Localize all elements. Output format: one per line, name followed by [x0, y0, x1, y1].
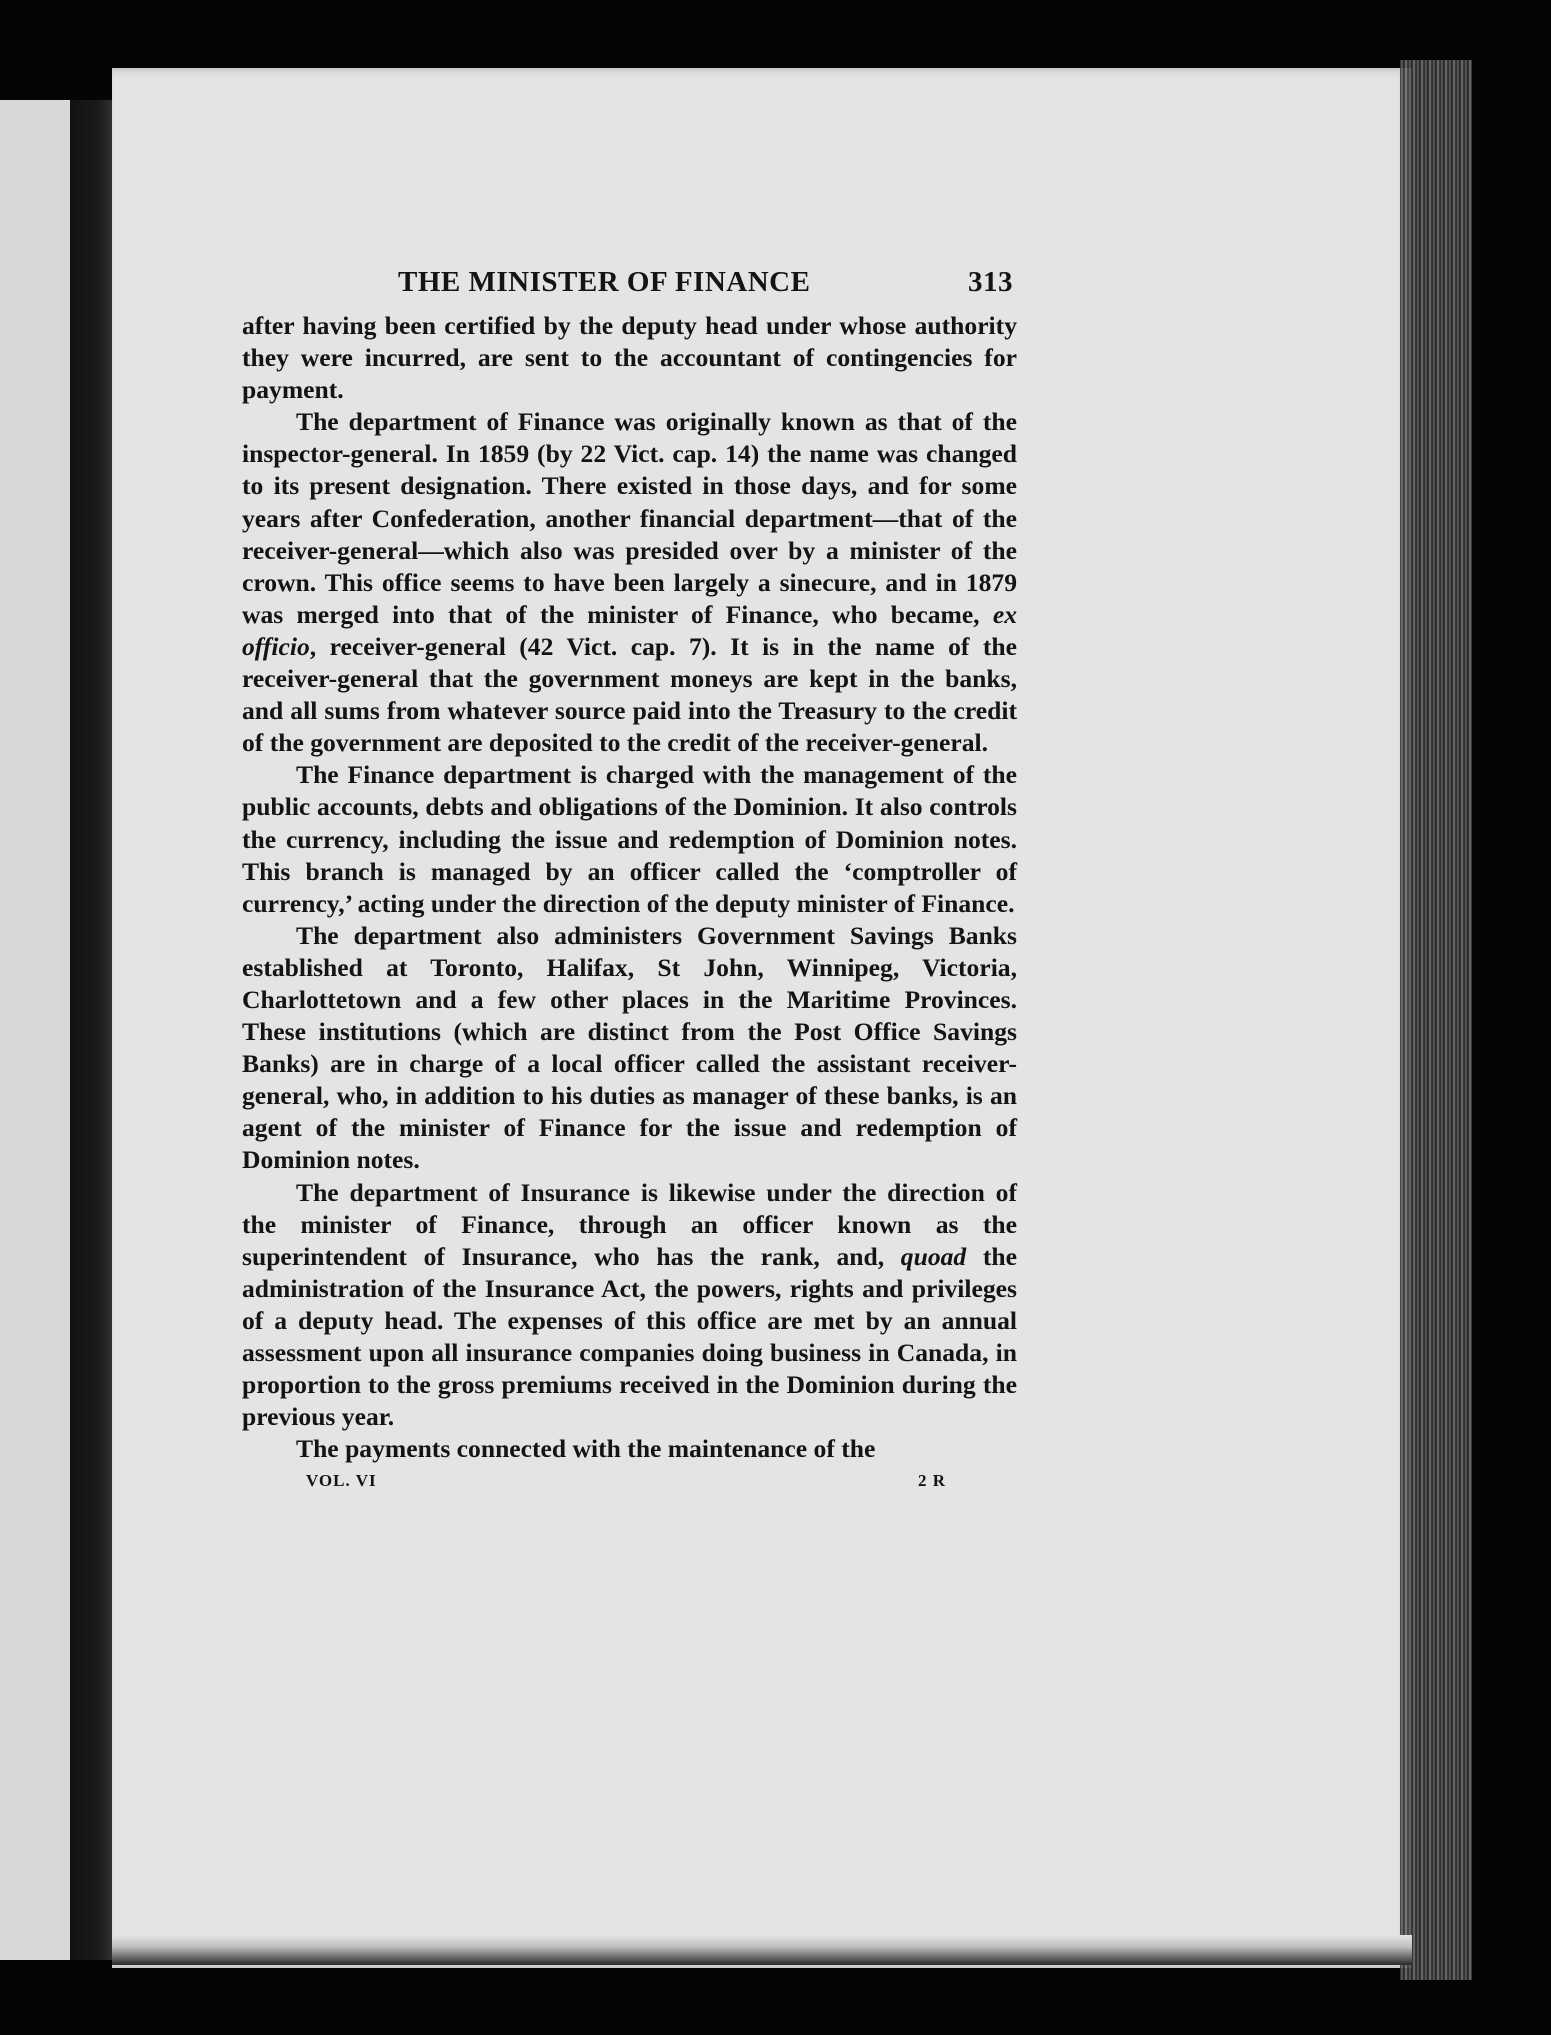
running-head [242, 262, 1017, 310]
sheet-mark: 2 R [918, 1471, 947, 1491]
page-stack-edge [1400, 60, 1472, 1980]
page-number: 313 [968, 266, 1013, 298]
paragraph-6: The payments connected with the maintenance of the [296, 1434, 876, 1464]
paragraph-5: The department of Insurance is likewise under the direction of the minister of Finance, through an officer known as the superintendent of Insurance, who has the rank, and, quoad the administration of the Insurance Act, the powers, rights and privileges of a deputy head. The expenses of this office are met by an annual assessment upon all insurance companies doing business in Canada, in proportion to the gross premiums received in the Dominion during the previous year. [242, 1177, 1017, 1432]
paragraph-1: after having been certified by the deputy head under whose authority they were incurred, are sent to the accountant of contingencies for payment. [242, 311, 1017, 405]
page-text-block [242, 262, 1017, 1501]
paragraph-2: The department of Finance was originally known as that of the inspector-general. In 1859 (by 22 Vict. cap. 14) the name was changed to its present designation. There existed in those days, and for some years after Confederation, another financial department—that of the receiver-general—which also was presided over by a minister of the crown. This office seems to have been largely a sinecure, and in 1879 was merged into that of the minister of Finance, who became, ex officio, receiver-general (42 Vict. cap. 7). It is in the name of the receiver-general that the government moneys are kept in the banks, and all sums from whatever source paid into the Treasury to the credit of the government are deposited to the credit of the receiver-general. [242, 407, 1017, 758]
left-page-edge [0, 100, 70, 1960]
running-title: THE MINISTER OF FINANCE [398, 266, 811, 298]
italic-phrase: ex officio [242, 599, 1017, 661]
paragraph-3: The Finance department is charged with the management of the public accounts, debts and obligations of the Dominion. It also controls the currency, including the issue and redemption of Dominion notes. This branch is managed by an officer called the ‘comptroller of currency,’ acting under the direction of the deputy minister of Finance. [242, 760, 1017, 918]
book-gutter [70, 100, 118, 1960]
page-footer [242, 1471, 1017, 1501]
italic-word: quoad [900, 1241, 967, 1271]
page-bottom-edge [112, 1935, 1412, 1965]
paragraph-4: The department also administers Government Savings Banks established at Toronto, Halifax, St John, Winnipeg, Victoria, Charlottetown and a few other places in the Maritime Provinces. These institutions (which are distinct from the Post Office Savings Banks) are in charge of a local officer called the assistant receiver-general, who, in addition to his duties as manager of these banks, is an agent of the minister of Finance for the issue and redemption of Dominion notes. [242, 920, 1017, 1175]
volume-signature: VOL. VI [306, 1471, 377, 1491]
